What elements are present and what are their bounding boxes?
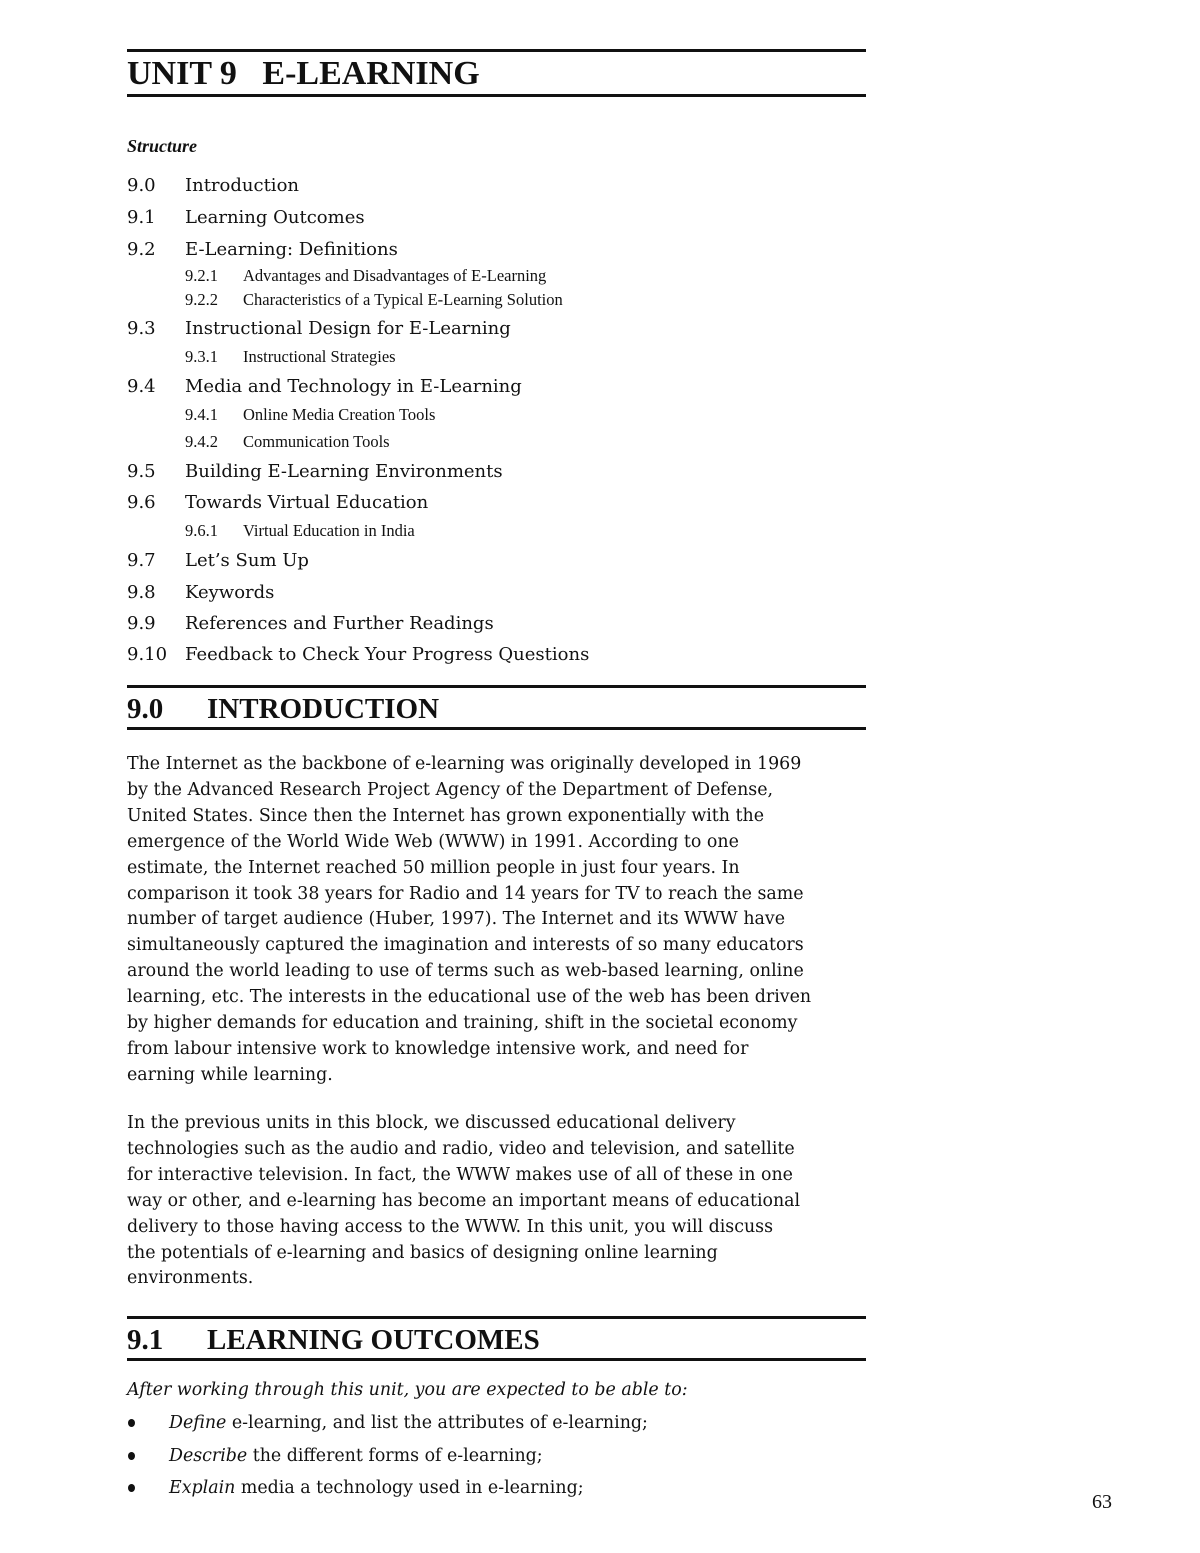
toc-number: 9.1 bbox=[127, 207, 156, 228]
top-rule bbox=[127, 49, 866, 52]
toc-item: Media and Technology in E-Learning bbox=[185, 376, 522, 397]
outcomes-intro: After working through this unit, you are expected to be able to: bbox=[127, 1380, 688, 1400]
toc-number: 9.2.2 bbox=[185, 290, 218, 309]
list-item-text: media a technology used in e-learning; bbox=[235, 1478, 584, 1498]
paragraph-line: learning, etc. The interests in the educational use of the web has been driven bbox=[127, 987, 812, 1008]
toc-number: 9.6 bbox=[127, 492, 156, 513]
paragraph-line: way or other, and e-learning has become an important means of educational bbox=[127, 1190, 801, 1211]
section-number: 9.0 bbox=[127, 693, 164, 725]
list-item bbox=[169, 1412, 648, 1434]
paragraph-line: by the Advanced Research Project Agency of the Department of Defense, bbox=[127, 779, 774, 800]
paragraph-line: from labour intensive work to knowledge intensive work, and need for bbox=[127, 1038, 749, 1059]
paragraph-line: emergence of the World Wide Web (WWW) in 1991. According to one bbox=[127, 831, 739, 852]
paragraph-line: The Internet as the backbone of e-learning was originally developed in 1969 bbox=[127, 754, 802, 774]
title-bottom-rule bbox=[127, 94, 866, 97]
toc-number: 9.4.1 bbox=[185, 405, 218, 424]
toc-item: E-Learning: Definitions bbox=[185, 239, 398, 260]
structure-label: Structure bbox=[127, 136, 198, 156]
paragraph-line: the potentials of e-learning and basics of designing online learning bbox=[127, 1242, 718, 1263]
list-item-text: e-learning, and list the attributes of e-learning; bbox=[226, 1413, 648, 1433]
list-item-verb: Describe bbox=[169, 1446, 248, 1466]
paragraph-line: delivery to those having access to the WWW. In this unit, you will discuss bbox=[127, 1216, 774, 1237]
toc-item: Communication Tools bbox=[243, 432, 390, 451]
paragraph-line: simultaneously captured the imagination and interests of so many educators bbox=[127, 935, 804, 956]
paragraph-line: number of target audience (Huber, 1997). The Internet and its WWW have bbox=[127, 909, 786, 930]
list-item bbox=[169, 1445, 543, 1467]
bullet-icon bbox=[128, 1452, 135, 1460]
toc-number: 9.8 bbox=[127, 582, 156, 603]
toc-item: Towards Virtual Education bbox=[185, 492, 429, 513]
toc-number: 9.4 bbox=[127, 376, 156, 397]
section-heading-introduction bbox=[127, 692, 439, 726]
toc-item: Let’s Sum Up bbox=[185, 550, 309, 571]
toc-number: 9.7 bbox=[127, 550, 156, 571]
list-item-verb: Define bbox=[169, 1413, 227, 1433]
list-item-text: the different forms of e-learning; bbox=[247, 1446, 543, 1466]
section-rule bbox=[127, 1316, 866, 1319]
paragraph-line: In the previous units in this block, we discussed educational delivery bbox=[127, 1113, 736, 1133]
toc-number: 9.2.1 bbox=[185, 266, 218, 285]
toc-number: 9.10 bbox=[127, 644, 168, 665]
paragraph-line: comparison it took 38 years for Radio and 14 years for TV to reach the same bbox=[127, 883, 804, 904]
toc-item: Instructional Design for E-Learning bbox=[185, 318, 511, 339]
paragraph-line: environments. bbox=[127, 1268, 254, 1289]
section-rule bbox=[127, 727, 866, 730]
toc-number: 9.6.1 bbox=[185, 521, 218, 540]
toc-number: 9.4.2 bbox=[185, 432, 218, 451]
paragraph-line: technologies such as the audio and radio, video and television, and satellite bbox=[127, 1138, 795, 1159]
toc-item: Keywords bbox=[185, 582, 275, 603]
toc-number: 9.9 bbox=[127, 613, 156, 634]
toc-item: Instructional Strategies bbox=[243, 347, 396, 366]
section-title: LEARNING OUTCOMES bbox=[207, 1324, 540, 1356]
toc-item: References and Further Readings bbox=[185, 613, 494, 634]
list-item bbox=[169, 1477, 584, 1499]
paragraph-line: around the world leading to use of terms such as web-based learning, online bbox=[127, 961, 804, 982]
paragraph-line: earning while learning. bbox=[127, 1064, 333, 1085]
toc-number: 9.0 bbox=[127, 175, 156, 196]
section-heading-learning-outcomes bbox=[127, 1323, 540, 1357]
toc-item: Feedback to Check Your Progress Questions bbox=[185, 644, 590, 665]
toc-number: 9.5 bbox=[127, 461, 156, 482]
toc-item: Introduction bbox=[185, 175, 299, 196]
bullet-icon bbox=[128, 1484, 135, 1492]
toc-item: Characteristics of a Typical E-Learning Solution bbox=[243, 290, 563, 309]
unit-title: UNIT 9 E-LEARNING bbox=[127, 55, 480, 92]
toc-item: Online Media Creation Tools bbox=[243, 405, 436, 424]
paragraph-line: estimate, the Internet reached 50 million people in just four years. In bbox=[127, 857, 740, 878]
section-number: 9.1 bbox=[127, 1324, 164, 1356]
bullet-icon bbox=[128, 1419, 135, 1427]
toc-number: 9.2 bbox=[127, 239, 156, 260]
list-item-verb: Explain bbox=[169, 1478, 236, 1498]
section-title: INTRODUCTION bbox=[207, 693, 440, 725]
toc-item: Virtual Education in India bbox=[243, 521, 415, 540]
paragraph-line: United States. Since then the Internet has grown exponentially with the bbox=[127, 805, 764, 826]
toc-number: 9.3.1 bbox=[185, 347, 218, 366]
section-rule bbox=[127, 685, 866, 688]
section-rule bbox=[127, 1358, 866, 1361]
toc-number: 9.3 bbox=[127, 318, 156, 339]
page-number: 63 bbox=[1092, 1491, 1112, 1513]
toc-item: Advantages and Disadvantages of E-Learning bbox=[243, 266, 547, 285]
paragraph-line: by higher demands for education and training, shift in the societal economy bbox=[127, 1013, 798, 1033]
toc-item: Learning Outcomes bbox=[185, 207, 365, 228]
toc-item: Building E-Learning Environments bbox=[185, 461, 503, 482]
paragraph-line: for interactive television. In fact, the WWW makes use of all of these in one bbox=[127, 1164, 793, 1185]
